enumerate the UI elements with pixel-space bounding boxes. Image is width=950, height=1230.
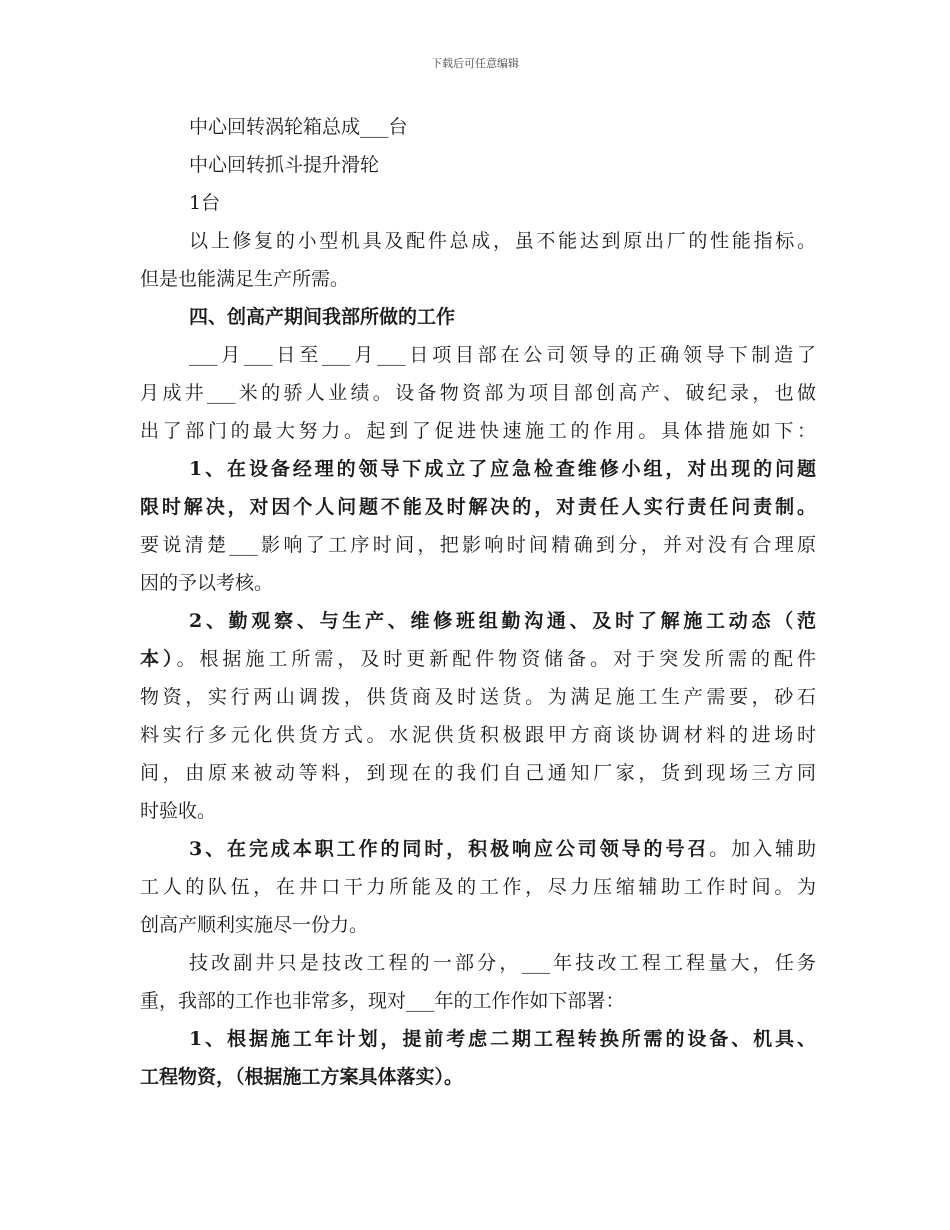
bold-text: 1、在设备经理的领导下成立了应急检查维修小组，对出现的问题 — [189, 458, 816, 480]
text-line — [140, 602, 816, 640]
text-line: 中心回转涡轮箱总成___台 — [189, 116, 408, 138]
text-line — [140, 640, 816, 678]
text-line: 出了部门的最大努力。起到了促进快速施工的作用。具体措施如下： — [140, 420, 816, 442]
text-line: ___月___日至___月___日项目部在公司领导的正确领导下制造了 — [189, 344, 816, 366]
text-line: 以上修复的小型机具及配件总成，虽不能达到原出厂的性能指标。 — [189, 230, 816, 252]
text-line: 工人的队伍，在井口干力所能及的工作，尽力压缩辅助工作时间。为 — [140, 876, 816, 898]
page-header: 下载后可任意编辑 — [431, 57, 519, 70]
text-line: 时验收。 — [140, 800, 217, 822]
text-line: 重，我部的工作也非常多，现对___年的工作作如下部署： — [140, 990, 625, 1012]
text-line — [140, 488, 816, 526]
bold-text: 2、勤观察、与生产、维修班组勤沟通、及时了解施工动态（范 — [189, 610, 816, 632]
text-line — [140, 830, 816, 868]
text-line — [140, 1058, 816, 1096]
text-line: 中心回转抓斗提升滑轮 — [189, 154, 380, 176]
text-line — [140, 1020, 816, 1058]
bold-text: 四、创高产期间我部所做的工作 — [189, 306, 456, 328]
text-line: 料实行多元化供货方式。水泥供货积极跟甲方商谈协调材料的进场时 — [140, 724, 816, 746]
text-line: 物资，实行两山调拨，供货商及时送货。为满足施工生产需要，砂石 — [140, 686, 816, 708]
bold-text: 1、根据施工年计划，提前考虑二期工程转换所需的设备、机具、 — [189, 1028, 816, 1050]
text-line: 1台 — [189, 192, 221, 214]
text-line: 间，由原来被动等料，到现在的我们自己通知厂家，货到现场三方同 — [140, 762, 816, 784]
text-line: 但是也能满足生产所需。 — [140, 268, 350, 290]
bold-text: 本） — [140, 648, 177, 670]
bold-text: 限时解决，对因个人问题不能及时解决的，对责任人实行责任问责制。 — [140, 496, 816, 518]
body-text: 。加入辅助 — [709, 838, 816, 860]
bold-text: 工程物资，（根据施工方案具体落实）。 — [140, 1066, 464, 1088]
text-line — [140, 450, 816, 488]
document-body — [140, 108, 816, 1096]
bold-text: 3、在完成本职工作的同时，积极响应公司领导的号召 — [189, 838, 710, 860]
text-line: 因的予以考核。 — [140, 572, 274, 594]
body-text: 。根据施工所需，及时更新配件物资储备。对于突发所需的配件 — [176, 648, 816, 670]
text-line: 要说清楚___影响了工序时间，把影响时间精确到分，并对没有合理原 — [140, 534, 816, 556]
text-line — [140, 298, 816, 336]
text-line: 月成井___米的骄人业绩。设备物资部为项目部创高产、破纪录，也做 — [140, 382, 816, 404]
text-line: 技改副井只是技改工程的一部分，___年技改工程工程量大，任务 — [189, 952, 816, 974]
text-line: 创高产顺利实施尽一份力。 — [140, 914, 369, 936]
